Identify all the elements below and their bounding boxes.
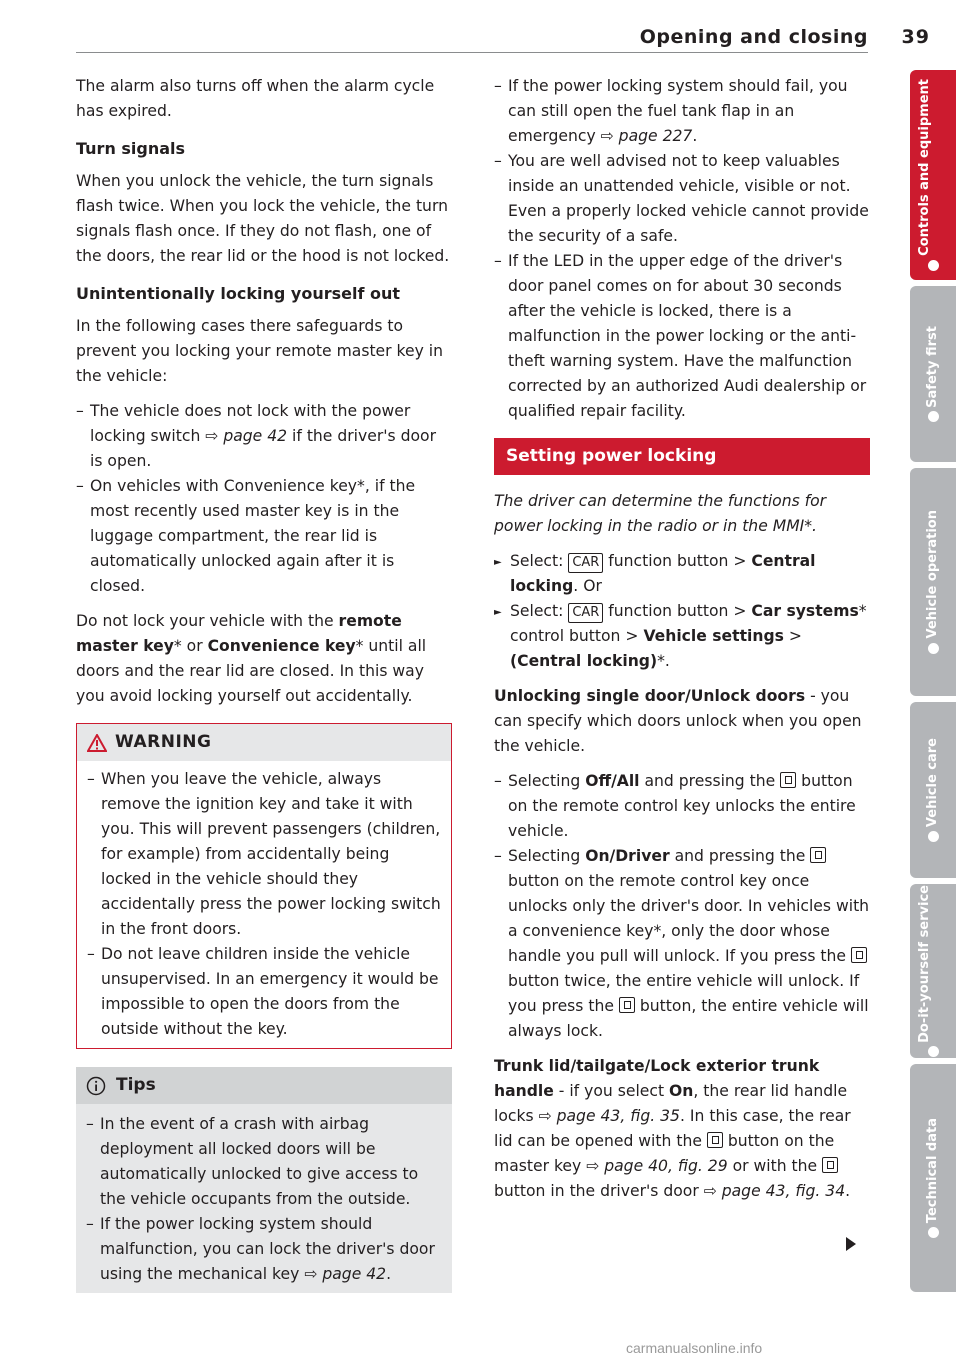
tips-title: Tips (116, 1075, 156, 1095)
warning-triangle-icon (87, 734, 107, 752)
section-intro: The driver can determine the functions for power locking in the radio or in the MMI*. (494, 492, 827, 535)
page-number: 39 (901, 26, 930, 48)
tab-technical-data[interactable]: Technical data (910, 1064, 956, 1292)
section-title-bar: Setting power locking (494, 438, 870, 475)
tab-dot-icon (928, 643, 939, 654)
page-reference-link[interactable]: ⇨ page 42 (304, 1265, 387, 1283)
warning-list (87, 767, 441, 1042)
page-header-title: Opening and closing (639, 26, 868, 48)
paragraph: The alarm also turns off when the alarm cycle has expired. (76, 77, 435, 120)
unlock-button-icon (780, 772, 796, 788)
tips-box (76, 1067, 452, 1293)
page-reference-link[interactable]: ⇨ page 43, fig. 34 (703, 1182, 846, 1200)
continue-arrow-icon (846, 1237, 856, 1251)
tab-dot-icon (928, 411, 939, 422)
tab-dot-icon (928, 1046, 939, 1057)
tab-dot-icon (928, 831, 939, 842)
list-item: – If the power locking system should malfunction, you can lock the driver's door using the mechanical key ⇨ page 42. (86, 1212, 442, 1287)
info-icon (86, 1076, 106, 1096)
instruction-step: ► Select: CAR function button > Central locking. Or (494, 549, 870, 599)
left-column (76, 74, 452, 1293)
tab-dot-icon (928, 1227, 939, 1238)
list-item: – You are well advised not to keep valuables inside an unattended vehicle, visible or not. Even a properly locked vehicle cannot provide the security of a safe. (494, 149, 870, 249)
paragraph: Unlocking single door/Unlock doors - you can specify which doors unlock when you open the vehicle. (494, 687, 862, 755)
page-reference-link[interactable]: ⇨ page 43, fig. 35 (538, 1107, 680, 1125)
heading-unintentional-lockout: Unintentionally locking yourself out (76, 284, 401, 303)
bullet-list (76, 399, 452, 599)
trunk-button-icon (822, 1157, 838, 1173)
warning-box (76, 723, 452, 1049)
list-item: – Selecting On/Driver and pressing the button on the remote control key once unlocks only the driver's door. In vehicles with a convenience key*, only the door whose handle you pull will unlock. If you press the button twice, the entire vehicle will unlock. If you press the button, the entire vehicle will always lock. (494, 844, 870, 1044)
page-reference-link[interactable]: ⇨ page 227 (600, 127, 693, 145)
tab-safety-first[interactable]: Safety first (910, 286, 956, 462)
instruction-step: ► Select: CAR function button > Car systems* control button > Vehicle settings > (Central locking)*. (494, 599, 870, 674)
right-column (494, 74, 870, 1214)
list-item: – When you leave the vehicle, always remove the ignition key and take it with you. This will prevent passengers (children, for example) from accidentally being locked in the vehicle should they accidentally press the power locking switch in the front doors. (87, 767, 441, 942)
page-reference-link[interactable]: ⇨ page 40, fig. 29 (586, 1157, 728, 1175)
header-divider (76, 52, 868, 53)
lock-button-icon (619, 997, 635, 1013)
tab-dot-icon (928, 260, 939, 271)
tab-vehicle-care[interactable]: Vehicle care (910, 702, 956, 878)
warning-title: WARNING (115, 732, 212, 752)
tab-do-it-yourself-service[interactable]: Do-it-yourself service (910, 884, 956, 1058)
list-item: – In the event of a crash with airbag deployment all locked doors will be automatically unlocked to give access to the vehicle occupants from the outside. (86, 1112, 442, 1212)
car-key-label: CAR (568, 603, 603, 623)
tips-header (76, 1067, 452, 1104)
page-reference-link[interactable]: ⇨ page 42 (205, 427, 288, 445)
tab-vehicle-operation[interactable]: Vehicle operation (910, 468, 956, 696)
trunk-button-icon (707, 1132, 723, 1148)
paragraph: When you unlock the vehicle, the turn signals flash twice. When you lock the vehicle, the turn signals flash once. If they do not flash, one of the doors, the rear lid or the hood is not locked. (76, 172, 450, 265)
paragraph: Do not lock your vehicle with the remote master key* or Convenience key* until all doors and the rear lid are closed. In this way you avoid locking yourself out accidentally. (76, 612, 427, 705)
watermark: carmanualsonline.info (626, 1340, 763, 1356)
list-item: – If the LED in the upper edge of the driver's door panel comes on for about 30 seconds after the vehicle is locked, there is a malfunction in the power locking or the anti-theft warning system. Have the malfunction corrected by an authorized Audi dealership or qualified repair facility. (494, 249, 870, 424)
list-item: – Do not leave children inside the vehicle unsupervised. In an emergency it would be impossible to open the doors from the outside without the key. (87, 942, 441, 1042)
list-item: – Selecting Off/All and pressing the button on the remote control key unlocks the entire vehicle. (494, 769, 870, 844)
unlock-button-icon (810, 847, 826, 863)
paragraph: In the following cases there safeguards to prevent you locking your remote master key in the vehicle: (76, 317, 443, 385)
warning-header (77, 724, 451, 761)
heading-turn-signals: Turn signals (76, 139, 186, 158)
paragraph: Trunk lid/tailgate/Lock exterior trunk handle - if you select On, the rear lid handle locks ⇨ page 43, fig. 35. In this case, the rear lid can be opened with the button on the master key ⇨ page 40, fig. 29 or with the button in the driver's door ⇨ page 43, fig. 34. (494, 1057, 851, 1200)
list-item: – The vehicle does not lock with the power locking switch ⇨ page 42 if the driver's door is open. (76, 399, 452, 474)
car-key-label: CAR (568, 553, 603, 573)
bullet-list (494, 769, 870, 1044)
tips-list (86, 1112, 442, 1287)
bullet-list (494, 74, 870, 424)
unlock-button-icon (851, 947, 867, 963)
list-item: – If the power locking system should fail, you can still open the fuel tank flap in an emergency ⇨ page 227. (494, 74, 870, 149)
list-item: – On vehicles with Convenience key*, if the most recently used master key is in the luggage compartment, the rear lid is automatically unlocked again after it is closed. (76, 474, 452, 599)
tab-controls-equipment[interactable]: Controls and equipment (910, 70, 956, 280)
